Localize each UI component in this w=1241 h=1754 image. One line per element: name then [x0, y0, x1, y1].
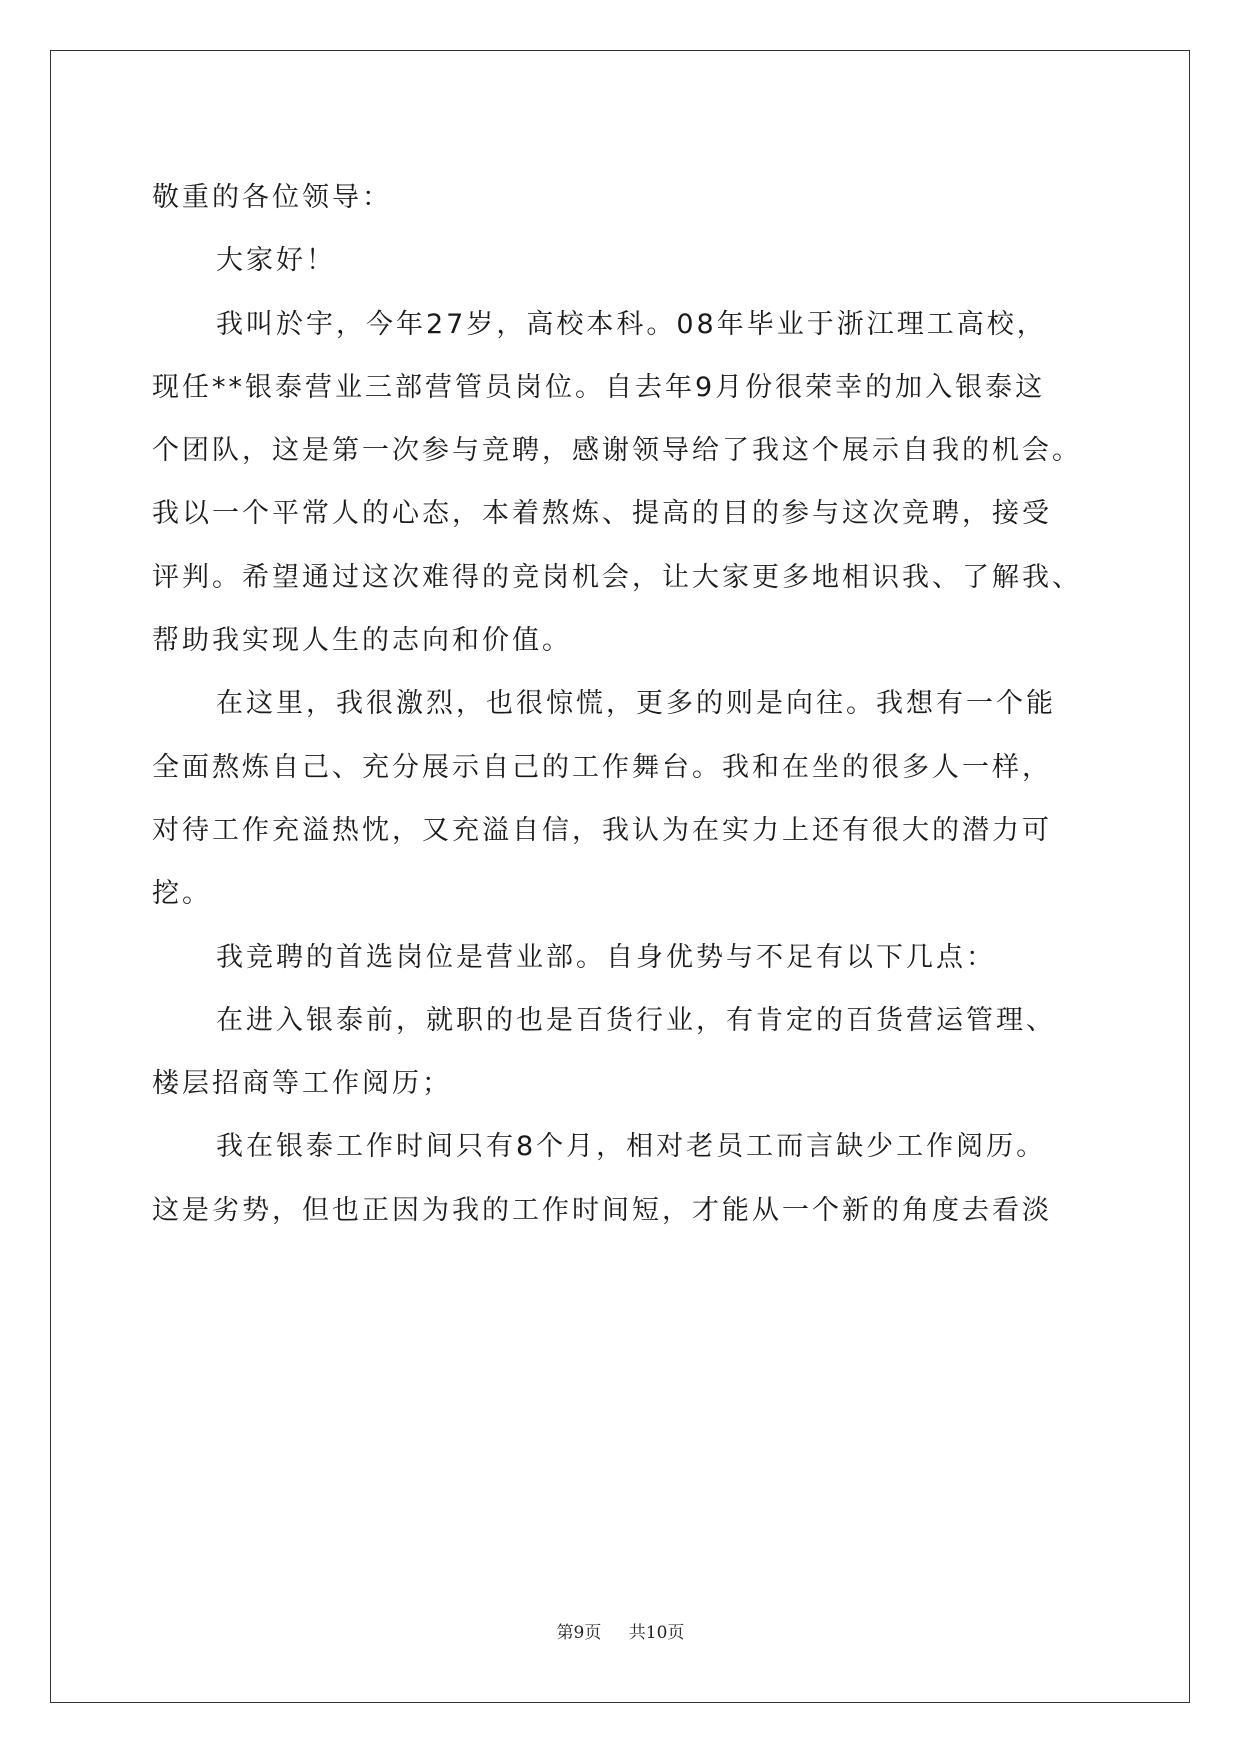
- paragraph-line: 在这里，我很激烈，也很惊慌，更多的则是向往。我想有一个能: [216, 688, 1056, 720]
- paragraph-line: 现任**银泰营业三部营管员岗位。自去年9月份很荣幸的加入银泰这: [152, 371, 1046, 403]
- paragraph-line: 在进入银泰前，就职的也是百货行业，有肯定的百货营运管理、: [216, 1004, 1056, 1036]
- paragraph-line: 我叫於宇，今年27岁，高校本科。08年毕业于浙江理工高校，: [216, 308, 1047, 340]
- paragraph-line: 对待工作充溢热忱，又充溢自信，我认为在实力上还有很大的潜力可: [152, 814, 1052, 846]
- paragraph-line: 敬重的各位领导：: [152, 182, 392, 213]
- paragraph-line: 这是劣势，但也正因为我的工作时间短，才能从一个新的角度去看淡: [152, 1194, 1052, 1226]
- page-total: 共10页: [628, 1623, 685, 1643]
- page-footer: [0, 1618, 1241, 1643]
- paragraph-line: 个团队，这是第一次参与竞聘，感谢领导给了我这个展示自我的机会。: [152, 435, 1082, 467]
- paragraph-line: 挖。: [152, 878, 212, 910]
- paragraph-line: 帮助我实现人生的志向和价值。: [152, 625, 572, 657]
- paragraph-line: 全面熬炼自己、充分展示自己的工作舞台。我和在坐的很多人一样，: [152, 751, 1052, 783]
- document-body: [152, 166, 1112, 1242]
- paragraph-line: 楼层招商等工作阅历；: [152, 1068, 452, 1100]
- paragraph-line: 我以一个平常人的心态，本着熬炼、提高的目的参与这次竞聘，接受: [152, 498, 1052, 530]
- paragraph-line: 我在银泰工作时间只有8个月，相对老员工而言缺少工作阅历。: [216, 1131, 1047, 1163]
- paragraph-line: 大家好！: [216, 245, 336, 277]
- page-number: 第9页: [556, 1623, 602, 1643]
- paragraph-line: 评判。希望通过这次难得的竞岗机会，让大家更多地相识我、了解我、: [152, 561, 1082, 593]
- paragraph-line: 我竞聘的首选岗位是营业部。自身优势与不足有以下几点：: [216, 941, 996, 973]
